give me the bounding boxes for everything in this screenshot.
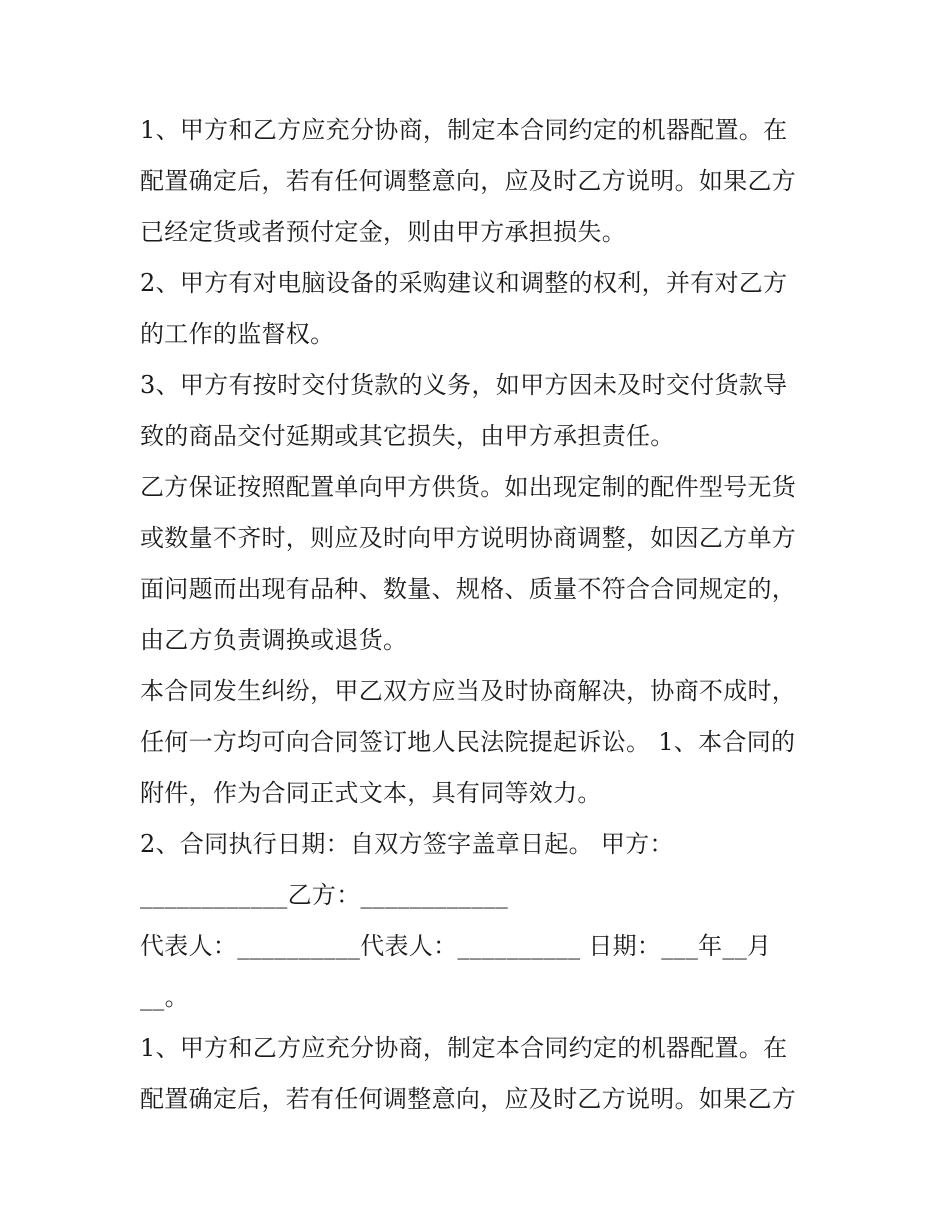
document-body	[140, 105, 820, 1125]
text-line: 乙方保证按照配置单向甲方供货。如出现定制的配件型号无货	[140, 473, 797, 501]
text-line: 的工作的监督权。	[140, 320, 335, 348]
text-line: 致的商品交付延期或其它损失，由甲方承担责任。	[140, 422, 675, 450]
text-line: 或数量不齐时，则应及时向甲方说明协商调整，如因乙方单方	[140, 524, 797, 552]
text-line: 附件，作为合同正式文本，具有同等效力。	[140, 779, 602, 807]
text-line: 本合同发生纠纷，甲乙双方应当及时协商解决，协商不成时，	[140, 677, 797, 705]
text-line: 1、甲方和乙方应充分协商，制定本合同约定的机器配置。在	[140, 1034, 788, 1062]
text-line: 面问题而出现有品种、数量、规格、质量不符合合同规定的，	[140, 575, 797, 603]
text-line: 已经定货或者预付定金，则由甲方承担损失。	[140, 218, 626, 246]
text-line: 任何一方均可向合同签订地人民法院提起诉讼。 1、本合同的	[140, 728, 796, 756]
text-line: 配置确定后，若有任何调整意向，应及时乙方说明。如果乙方	[140, 167, 797, 195]
text-line: 2、甲方有对电脑设备的采购建议和调整的权利，并有对乙方	[140, 269, 788, 297]
text-line: 配置确定后，若有任何调整意向，应及时乙方说明。如果乙方	[140, 1085, 797, 1113]
text-line: 由乙方负责调换或退货。	[140, 626, 408, 654]
text-line: 2、合同执行日期：自双方签字盖章日起。 甲方：	[140, 830, 674, 858]
signature-line: ____________乙方：____________	[140, 881, 509, 909]
text-line: 3、甲方有按时交付货款的义务，如甲方因未及时交付货款导	[140, 371, 788, 399]
text-line: 1、甲方和乙方应充分协商，制定本合同约定的机器配置。在	[140, 116, 788, 144]
representative-date-line: 代表人：__________代表人：__________ 日期：___年__月	[140, 932, 772, 960]
text-line: __。	[140, 983, 189, 1011]
